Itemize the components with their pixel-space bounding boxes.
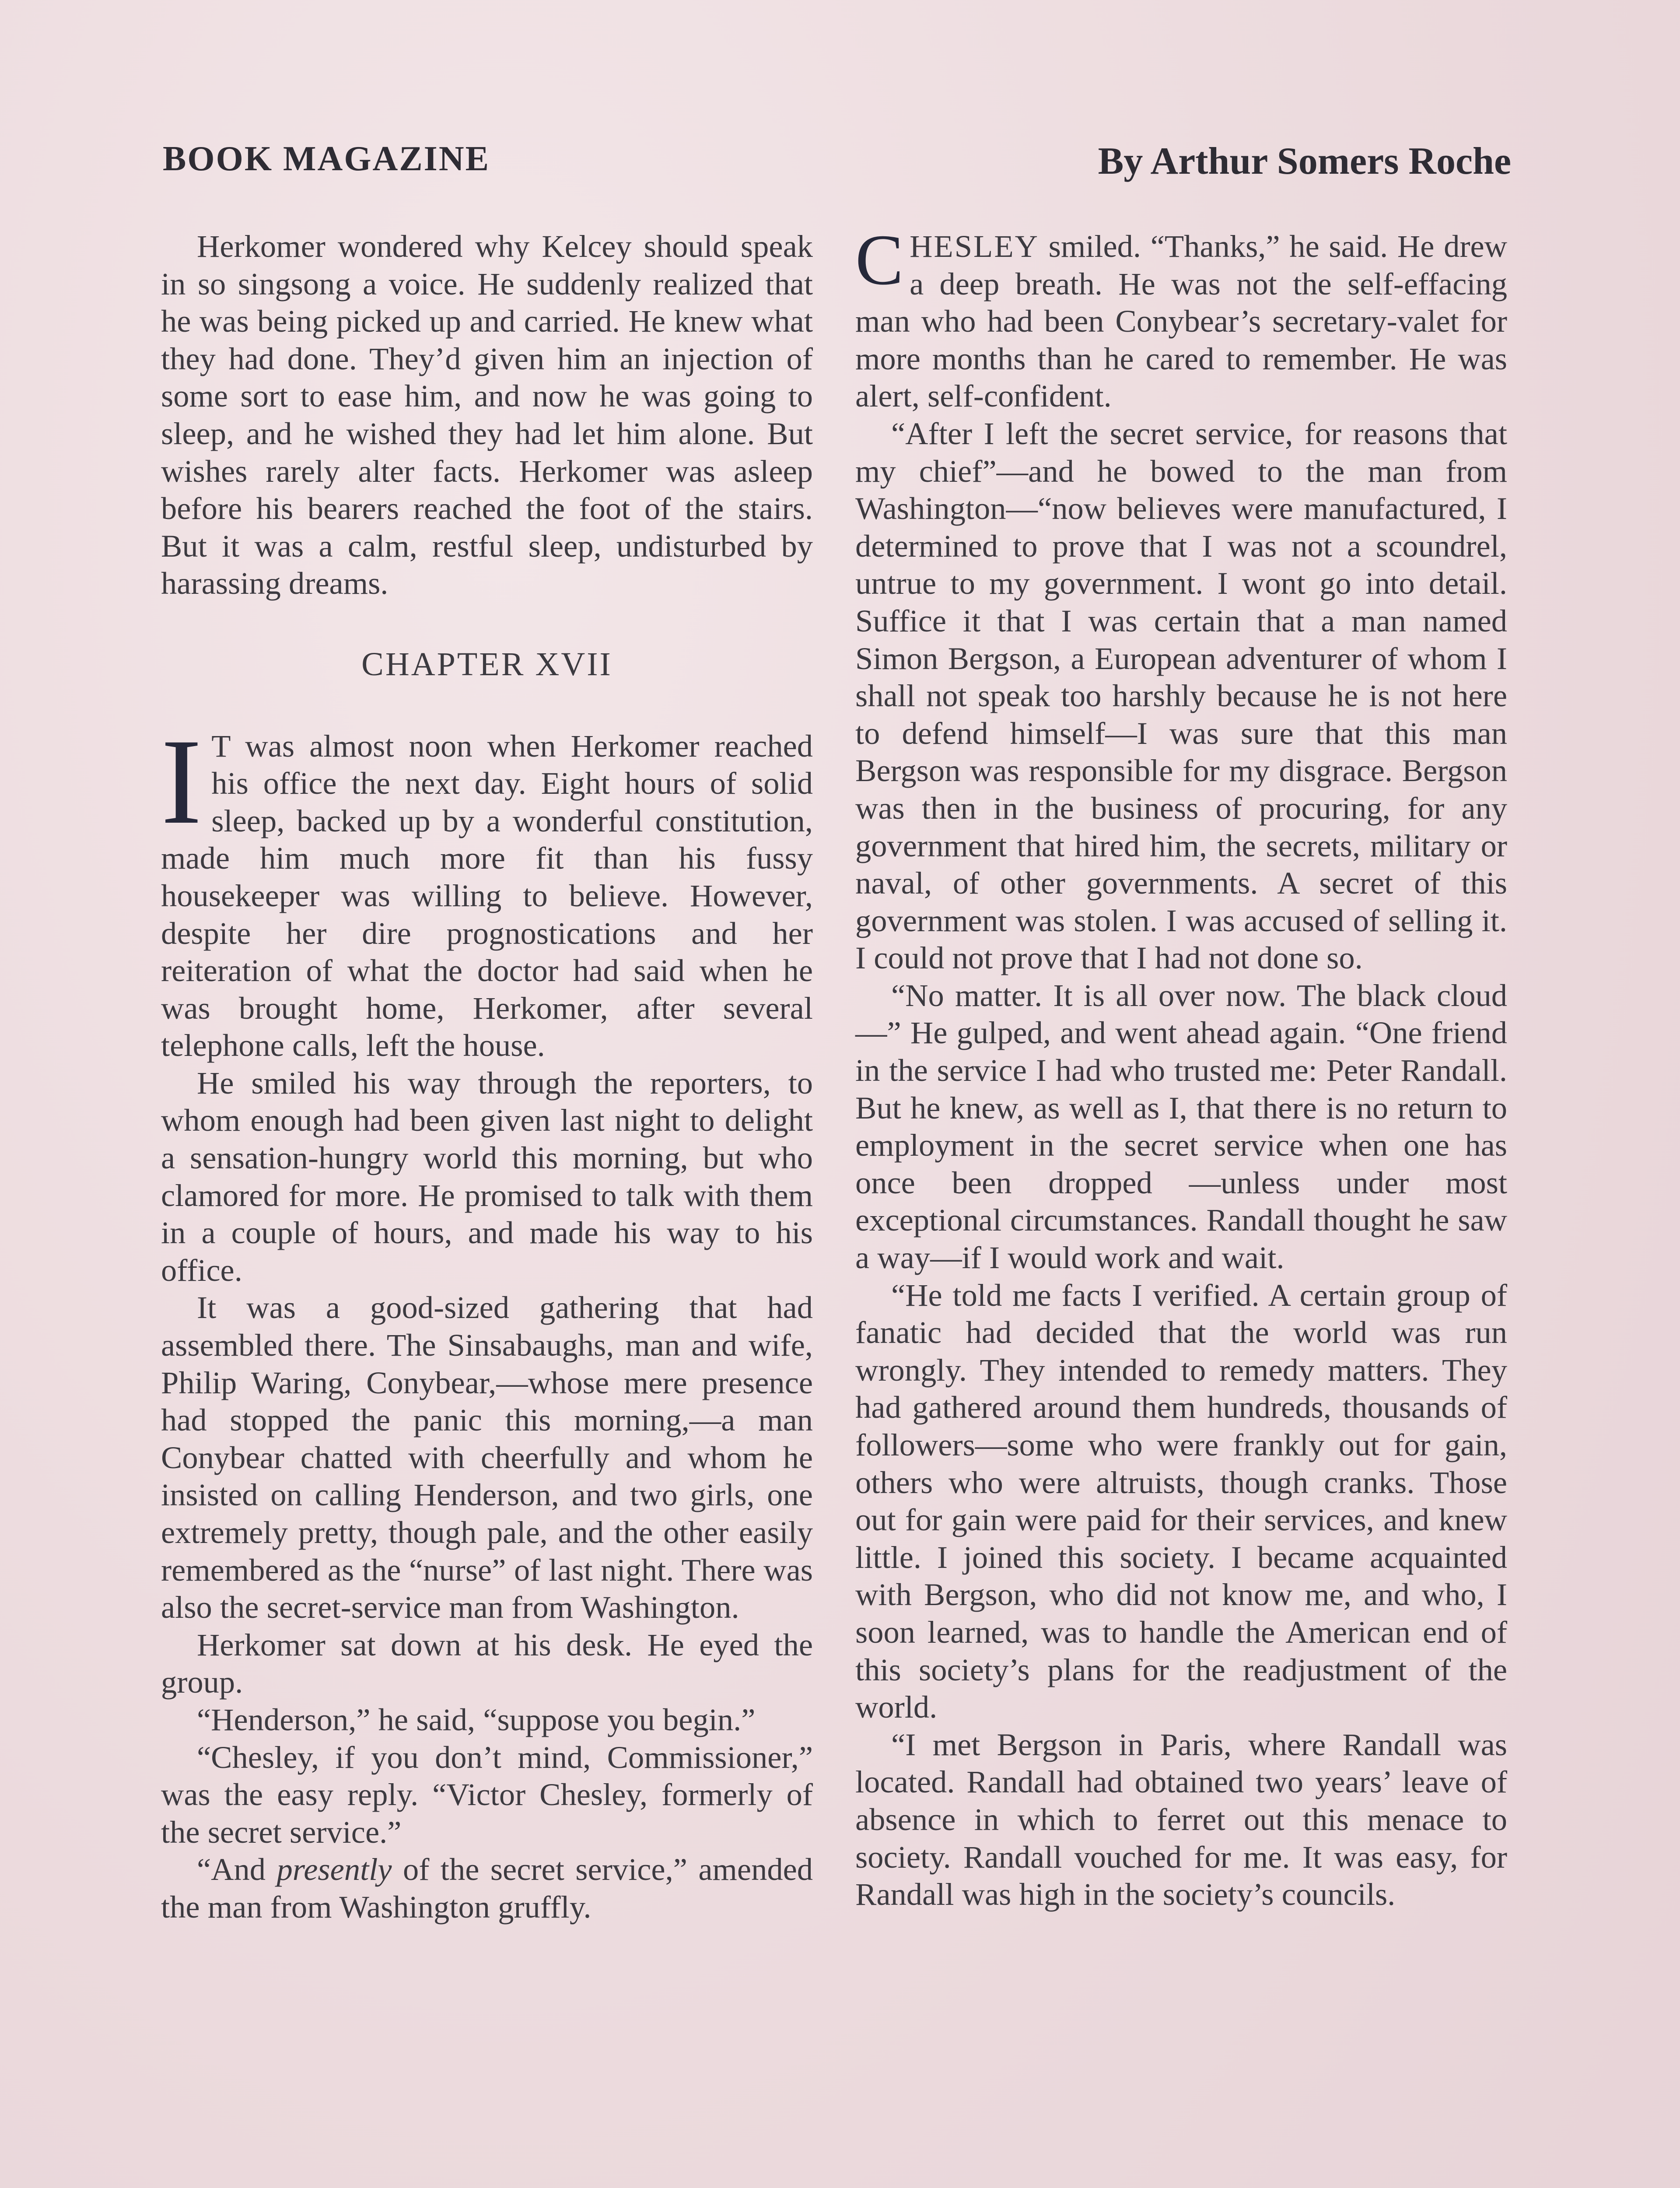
paragraph: “After I left the secret service, for reasons that my chief”—and he bowed to the man from Washington—“now believes were manufactured, I determined to prove that I was not a scoundrel, untrue to my government. I wont go into detail. Suffice it that I was certain that a man named Simon Bergson, a European adventurer of whom I shall not speak too harshly because he is not here to defend himself—I was sure that this man Bergson was responsible for my disgrace. Bergson was then in the business of procuring, for any government that hired him, the secrets, military or naval, of other governments. A secret of this government was stolen. I was accused of selling it. I could not prove that I had not done so. <box>855 415 1507 976</box>
paragraph: Herkomer sat down at his desk. He eyed the group. <box>161 1627 813 1700</box>
paragraph-text: T was almost noon when Herkomer reached his office the next day. Eight hours of solid sleep, backed up by a wonderful constitution, made him much more fit than his fussy housekeeper was willing to believe. However, despite her dire prognostications and her reiteration of what the doctor had said when he was brought home, Herkomer, after several telephone calls, left the house. <box>161 728 813 1063</box>
magazine-title: BOOK MAGAZINE <box>163 140 490 178</box>
paragraph: Herkomer wondered why Kelcey should speak in so singsong a voice. He suddenly realized that he was being picked up and carried. He knew what they had done. They’d given him an injection of some sort to ease him, and now he was going to sleep, and he wished they had let him alone. But wishes rarely alter facts. Herkomer was asleep before his bearers reached the foot of the stairs. But it was a calm, restful sleep, undisturbed by harassing dreams. <box>161 228 813 601</box>
paragraph: “Chesley, if you don’t mind, Commissioner,” was the easy reply. “Victor Chesley, formerly of the secret service.” <box>161 1739 813 1850</box>
left-column <box>161 228 813 1926</box>
paragraph <box>161 713 813 1064</box>
drop-cap: I <box>161 713 202 849</box>
paragraph-text: of the secret service,” amended the man from Washington gruffly. <box>161 1851 813 1925</box>
author-byline: By Arthur Somers Roche <box>1098 140 1511 182</box>
chapter-heading: CHAPTER XVII <box>361 645 612 683</box>
emphasis: presently <box>276 1851 392 1887</box>
running-header <box>163 139 1511 192</box>
paragraph: “He told me facts I verified. A certain group of fanatic had decided that the world was run wrongly. They intended to remedy matters. They had gathered around them hundreds, thousands of followers—some who were frankly out for gain, others who were altruists, though cranks. Those out for gain were paid for their services, and knew little. I joined this society. I became acquainted with Bergson, who did not know me, and who, I soon learned, was to handle the American end of this society’s plans for the readjustment of the world. <box>855 1277 1507 1725</box>
small-caps-name: HESLEY <box>910 228 1039 264</box>
paragraph: “Henderson,” he said, “suppose you begin.” <box>197 1701 756 1737</box>
paragraph-text: smiled. “Thanks,” he said. He drew a deep breath. He was not the self-effacing man who had been Conybear’s secretary-valet for more months than he cared to remember. He was alert, self-confident. <box>855 228 1507 414</box>
paragraph-text: “And <box>197 1851 277 1887</box>
paragraph: “I met Bergson in Paris, where Randall was located. Randall had obtained two years’ leave of absence in which to ferret out this menace to society. Randall vouched for me. It was easy, for Randall was high in the society’s councils. <box>855 1726 1507 1912</box>
drop-cap: C <box>855 220 904 300</box>
paragraph <box>161 1851 813 1925</box>
paragraph: It was a good-sized gathering that had assembled there. The Sinsabaughs, man and wife, Philip Waring, Conybear,—whose mere presence had stopped the panic this morning,—a man Conybear chatted with cheerfully and whom he insisted on calling Henderson, and two girls, one extremely pretty, though pale, and the other easily remembered as the “nurse” of last night. There was also the secret-service man from Washington. <box>161 1290 813 1625</box>
paragraph <box>855 220 1507 415</box>
paragraph: He smiled his way through the reporters, to whom enough had been given last night to delight a sensation-hungry world this morning, but who clamored for more. He promised to talk with them in a couple of hours, and made his way to his office. <box>161 1065 813 1288</box>
paragraph: “No matter. It is all over now. The black cloud—” He gulped, and went ahead again. “One friend in the service I had who trusted me: Peter Randall. But he knew, as well as I, that there is no return to employment in the secret service when one has once been dropped —unless under most exceptional circumstances. Randall thought he saw a way—if I would work and wait. <box>855 977 1507 1276</box>
right-column <box>855 220 1507 1913</box>
